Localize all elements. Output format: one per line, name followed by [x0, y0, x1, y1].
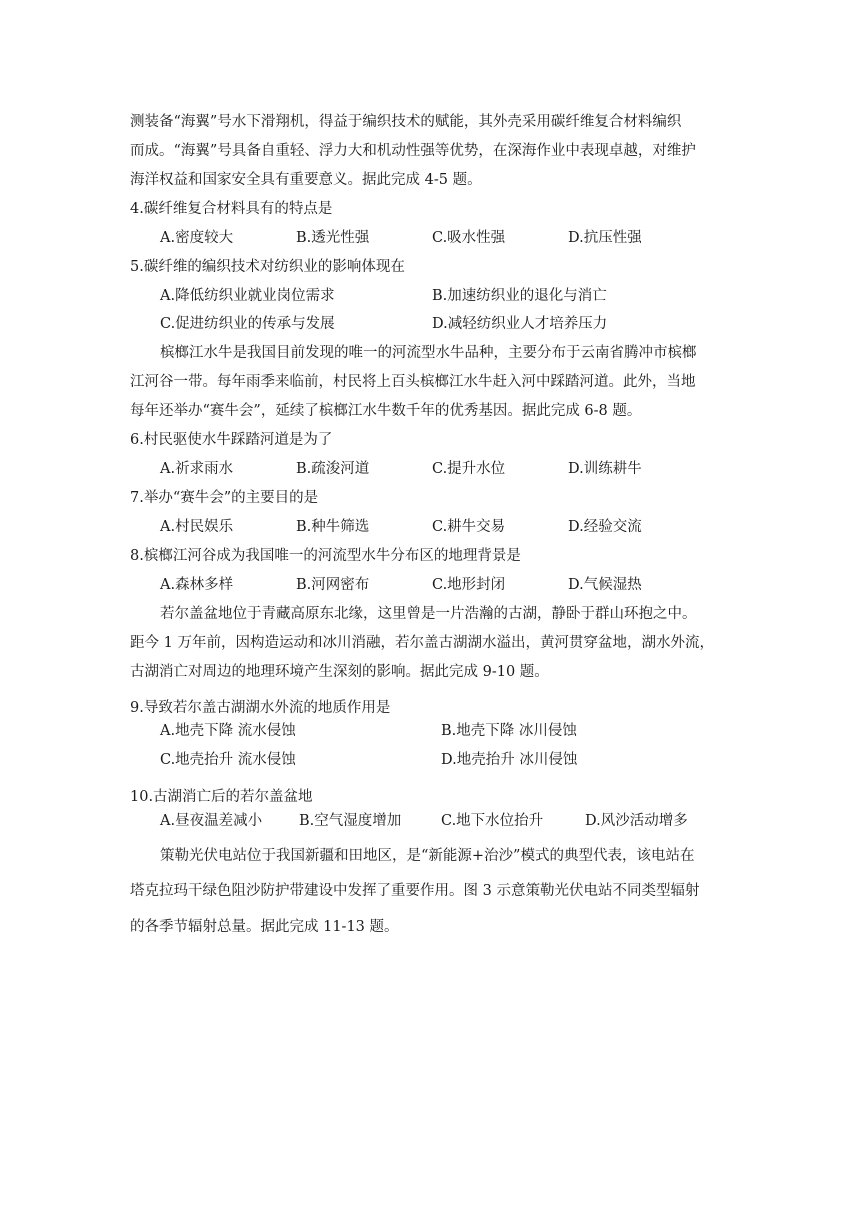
passage-line: 测装备“海翼”号水下滑翔机，得益于编织技术的赋能，其外壳采用碳纤维复合材料编织	[130, 114, 682, 130]
question-6-stem: 6.村民驱使水牛踩踏河道是为了	[130, 432, 333, 448]
q10-option-d: D.风沙活动增多	[585, 813, 688, 829]
question-7-stem: 7.举办“赛牛会”的主要目的是	[130, 490, 319, 506]
q9-option-d: D.地壳抬升 冰川侵蚀	[441, 752, 578, 768]
passage-line: 塔克拉玛干绿色阻沙防护带建设中发挥了重要作用。图 3 示意策勒光伏电站不同类型辐射	[130, 883, 700, 899]
q9-option-c: C.地壳抬升 流水侵蚀	[160, 752, 296, 768]
question-9-stem: 9.导致若尔盖古湖湖水外流的地质作用是	[130, 700, 391, 716]
q4-option-c: C.吸水性强	[432, 230, 506, 246]
q7-option-c: C.耕牛交易	[432, 519, 506, 535]
passage-line: 的各季节辐射总量。据此完成 11-13 题。	[130, 919, 399, 935]
q5-option-d: D.减轻纺织业人才培养压力	[432, 316, 608, 332]
passage-line: 古湖消亡对周边的地理环境产生深刻的影响。据此完成 9-10 题。	[130, 664, 549, 680]
q8-option-c: C.地形封闭	[432, 577, 506, 593]
q4-option-d: D.抗压性强	[568, 230, 642, 246]
question-5-stem: 5.碳纤维的编织技术对纺织业的影响体现在	[130, 259, 405, 275]
question-8-stem: 8.槟榔江河谷成为我国唯一的河流型水牛分布区的地理背景是	[130, 548, 521, 564]
question-10-stem: 10.古湖消亡后的若尔盖盆地	[130, 789, 313, 805]
q7-option-d: D.经验交流	[568, 519, 642, 535]
q10-option-a: A.昼夜温差减小	[160, 813, 263, 829]
q8-option-d: D.气候湿热	[568, 577, 642, 593]
q4-option-b: B.透光性强	[296, 230, 370, 246]
q6-option-a: A.祈求雨水	[160, 461, 234, 477]
passage-line: 距今 1 万年前，因构造运动和冰川消融，若尔盖古湖湖水溢出，黄河贯穿盆地，湖水外流，	[130, 635, 714, 651]
q6-option-b: B.疏浚河道	[296, 461, 370, 477]
passage-line: 海洋权益和国家安全具有重要意义。据此完成 4-5 题。	[130, 172, 482, 188]
passage-line: 而成。“海翼”号具备自重轻、浮力大和机动性强等优势，在深海作业中表现卓越，对维护	[130, 143, 696, 159]
q5-option-b: B.加速纺织业的退化与消亡	[432, 288, 607, 304]
q7-option-a: A.村民娱乐	[160, 519, 234, 535]
q9-option-a: A.地壳下降 流水侵蚀	[160, 723, 296, 739]
q6-option-d: D.训练耕牛	[568, 461, 642, 477]
q10-option-c: C.地下水位抬升	[441, 813, 544, 829]
passage-line: 若尔盖盆地位于青藏高原东北缘，这里曾是一片浩瀚的古湖，静卧于群山环抱之中。	[160, 606, 697, 622]
q5-option-c: C.促进纺织业的传承与发展	[160, 316, 335, 332]
passage-line: 策勒光伏电站位于我国新疆和田地区，是“新能源+治沙”模式的典型代表，该电站在	[160, 848, 695, 864]
q6-option-c: C.提升水位	[432, 461, 506, 477]
q7-option-b: B.种牛筛选	[296, 519, 370, 535]
q4-option-a: A.密度较大	[160, 230, 234, 246]
passage-line: 槟榔江水牛是我国目前发现的唯一的河流型水牛品种，主要分布于云南省腾冲市槟榔	[160, 345, 697, 361]
q10-option-b: B.空气湿度增加	[299, 813, 402, 829]
q5-option-a: A.降低纺织业就业岗位需求	[160, 288, 335, 304]
q8-option-a: A.森林多样	[160, 577, 234, 593]
q9-option-b: B.地壳下降 冰川侵蚀	[441, 723, 577, 739]
q8-option-b: B.河网密布	[296, 577, 370, 593]
passage-line: 江河谷一带。每年雨季来临前，村民将上百头槟榔江水牛赶入河中踩踏河道。此外，当地	[130, 374, 696, 390]
question-4-stem: 4.碳纤维复合材料具有的特点是	[130, 201, 333, 217]
passage-line: 每年还举办“赛牛会”，延续了槟榔江水牛数千年的优秀基因。据此完成 6-8 题。	[130, 403, 642, 419]
